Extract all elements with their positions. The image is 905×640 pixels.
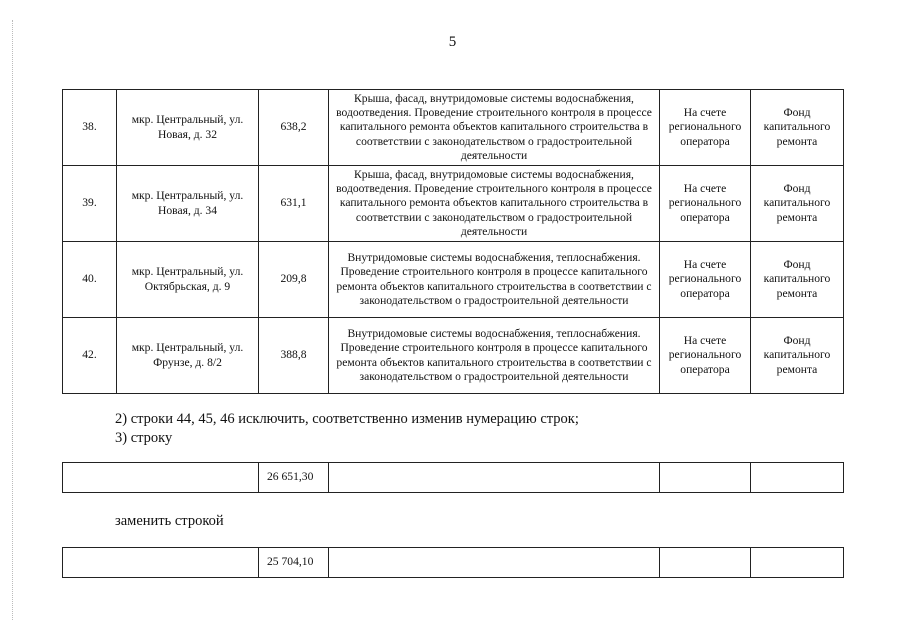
row-fund: Фонд капитального ремонта [751,318,844,394]
row-amount: 638,2 [259,90,329,166]
table-cell-empty [329,463,660,493]
row-fund: Фонд капитального ремонта [751,242,844,318]
table-row [63,242,844,318]
table-cell-empty [660,548,751,578]
row-account: На счете регионального оператора [660,318,751,394]
row-description: Внутридомовые системы водоснабжения, теплоснабжения. Проведение строительного контроля в процессе капитального ремонта объектов капитального строительства в соответствии с законодательством о градостроительной деятельности [329,318,660,394]
row-amount: 631,1 [259,166,329,242]
row-number: 42. [63,318,117,394]
table-row [63,166,844,242]
row-number: 38. [63,90,117,166]
row-address: мкр. Центральный, ул. Новая, д. 32 [117,90,259,166]
row-address: мкр. Центральный, ул. Новая, д. 34 [117,166,259,242]
objects-table-body [63,90,844,394]
text-line-row: 3) строку [115,430,173,446]
page-number: 5 [448,34,457,50]
row-description: Крыша, фасад, внутридомовые системы водоснабжения, водоотведения. Проведение строительного контроля в процессе капитального ремонта объектов капитального строительства в соответствии с законодательством о градостроительной деятельности [329,166,660,242]
table-cell-empty [751,463,844,493]
row-amount: 388,8 [259,318,329,394]
table-row [63,90,844,166]
row-amount: 209,8 [259,242,329,318]
row-account: На счете регионального оператора [660,166,751,242]
row-number: 39. [63,166,117,242]
row-account: На счете регионального оператора [660,242,751,318]
table-row [63,318,844,394]
row-fund: Фонд капитального ремонта [751,90,844,166]
old-total-row [63,463,844,493]
text-line-exclude: 2) строки 44, 45, 46 исключить, соответственно изменив нумерацию строк; [115,411,579,427]
row-fund: Фонд капитального ремонта [751,166,844,242]
text-line-replace: заменить строкой [115,513,224,529]
old-total-amount: 26 651,30 [259,463,329,493]
table-cell-empty [63,548,259,578]
row-account: На счете регионального оператора [660,90,751,166]
row-description: Внутридомовые системы водоснабжения, теплоснабжения. Проведение строительного контроля в процессе капитального ремонта объектов капитального строительства в соответствии с законодательством о градостроительной деятельности [329,242,660,318]
table-cell-empty [660,463,751,493]
row-address: мкр. Центральный, ул. Фрунзе, д. 8/2 [117,318,259,394]
table-cell-empty [751,548,844,578]
new-total-table [62,547,844,578]
new-total-amount: 25 704,10 [259,548,329,578]
page-margin-dots [12,20,13,620]
new-total-row [63,548,844,578]
row-address: мкр. Центральный, ул. Октябрьская, д. 9 [117,242,259,318]
table-cell-empty [329,548,660,578]
row-number: 40. [63,242,117,318]
row-description: Крыша, фасад, внутридомовые системы водоснабжения, водоотведения. Проведение строительного контроля в процессе капитального ремонта объектов капитального строительства в соответствии с законодательством о градостроительной деятельности [329,90,660,166]
objects-table [62,89,844,394]
table-cell-empty [63,463,259,493]
old-total-table [62,462,844,493]
